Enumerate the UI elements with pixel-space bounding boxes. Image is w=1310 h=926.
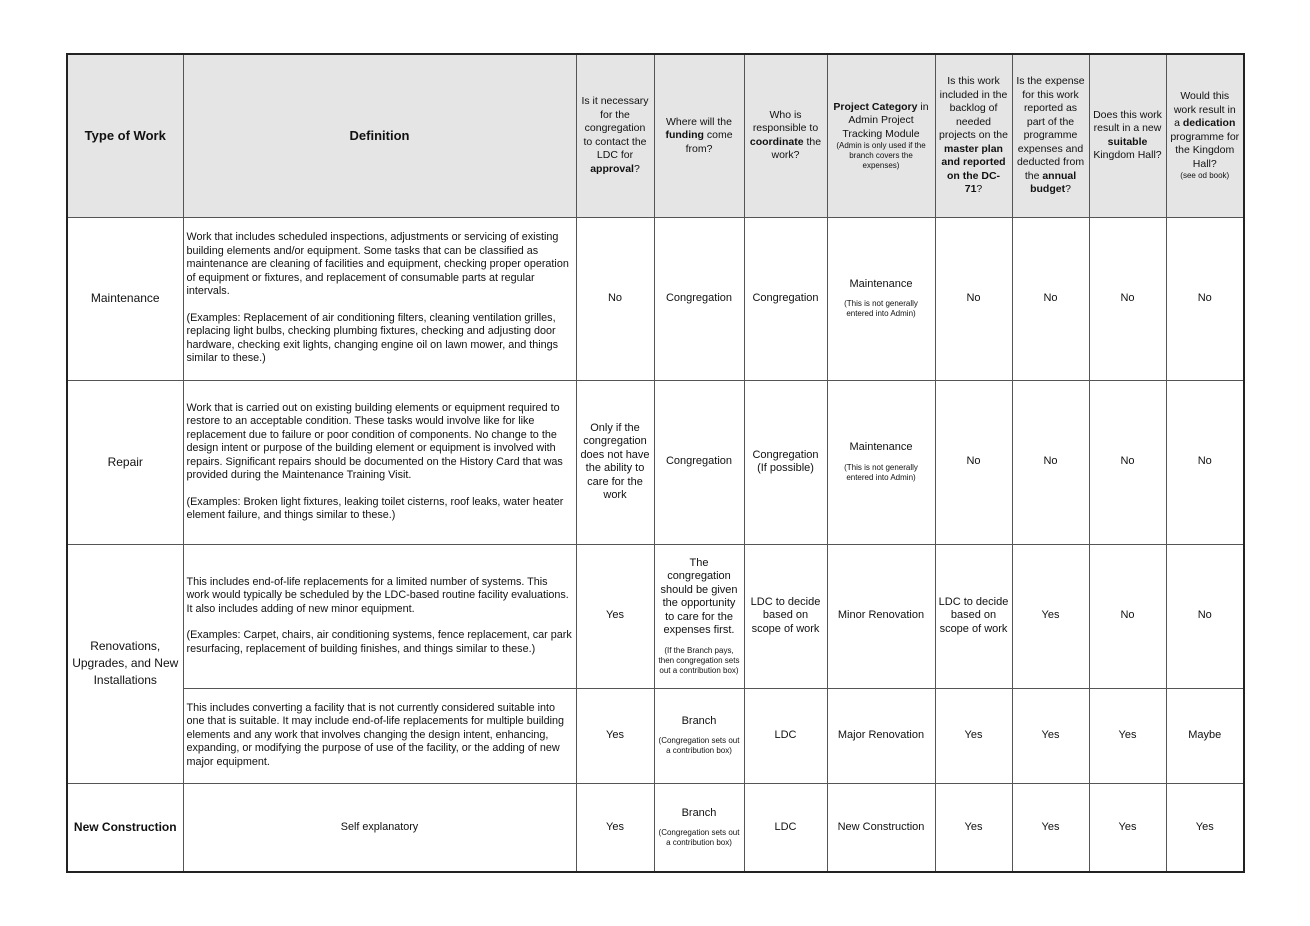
header-suitable: Does this work result in a new suitable Kingdom Hall?: [1089, 54, 1166, 217]
work-types-table: [66, 53, 1245, 873]
coordinate-cell: LDC: [744, 783, 827, 872]
approval-cell: Yes: [576, 783, 654, 872]
table-row-repair: [67, 380, 1244, 544]
expense-cell: Yes: [1012, 783, 1089, 872]
table-row-new-construction: [67, 783, 1244, 872]
coordinate-cell: LDC: [744, 688, 827, 783]
backlog-cell: Yes: [935, 688, 1012, 783]
expense-cell: No: [1012, 217, 1089, 380]
coordinate-cell: Congregation (If possible): [744, 380, 827, 544]
category-cell: New Construction: [827, 783, 935, 872]
dedication-cell: No: [1166, 380, 1244, 544]
dedication-cell: Yes: [1166, 783, 1244, 872]
approval-cell: No: [576, 217, 654, 380]
table-row-major-renovation: [67, 688, 1244, 783]
dedication-cell: No: [1166, 217, 1244, 380]
definition-cell: This includes converting a facility that is not currently considered suitable into one that is suitable. It may include end-of-life replacements for multiple building elements and any work that involves changing the design intent, enhancing, expanding, or modifying the purpose of use of the facility, or the adding of new major equipment.: [183, 688, 576, 783]
funding-cell: Branch (Congregation sets out a contribution box): [654, 783, 744, 872]
category-cell: Maintenance (This is not generally entered into Admin): [827, 217, 935, 380]
expense-cell: Yes: [1012, 544, 1089, 688]
header-dedication-note: (see od book): [1180, 171, 1230, 181]
backlog-cell: No: [935, 217, 1012, 380]
table-row-maintenance: [67, 217, 1244, 380]
header-project-category: Project Category in Admin Project Tracking Module (Admin is only used if the branch covers the expenses): [827, 54, 935, 217]
header-definition: Definition: [183, 54, 576, 217]
header-dedication: Would this work result in a dedication programme for the Kingdom Hall? (see od book): [1166, 54, 1244, 217]
dedication-cell: Maybe: [1166, 688, 1244, 783]
backlog-cell: No: [935, 380, 1012, 544]
approval-cell: Only if the congregation does not have the ability to care for the work: [576, 380, 654, 544]
category-cell: Minor Renovation: [827, 544, 935, 688]
coordinate-cell: LDC to decide based on scope of work: [744, 544, 827, 688]
type-cell: New Construction: [67, 783, 183, 872]
approval-cell: Yes: [576, 688, 654, 783]
header-coordinate: Who is responsible to coordinate the work?: [744, 54, 827, 217]
category-cell: Maintenance (This is not generally entered into Admin): [827, 380, 935, 544]
funding-cell: Congregation: [654, 380, 744, 544]
suitable-cell: No: [1089, 217, 1166, 380]
approval-cell: Yes: [576, 544, 654, 688]
expense-cell: Yes: [1012, 688, 1089, 783]
dedication-cell: No: [1166, 544, 1244, 688]
coordinate-cell: Congregation: [744, 217, 827, 380]
definition-cell: Work that is carried out on existing building elements or equipment required to restore to an acceptable condition. These tasks would involve like for like replacement due to failure or poor condition of components. No change to the design intent or purpose of the building element or equipment is involved with repairs. Significant repairs should be documented on the History Card that was provided during the Maintenance Training Visit. (Examples: Broken light fixtures, leaking toilet cisterns, roof leaks, water heater element failure, and things similar to these.): [183, 380, 576, 544]
header-funding: Where will the funding come from?: [654, 54, 744, 217]
suitable-cell: No: [1089, 544, 1166, 688]
header-row: [67, 54, 1244, 217]
funding-cell: Congregation: [654, 217, 744, 380]
header-type-of-work: Type of Work: [67, 54, 183, 217]
type-cell: Repair: [67, 380, 183, 544]
suitable-cell: Yes: [1089, 688, 1166, 783]
suitable-cell: Yes: [1089, 783, 1166, 872]
backlog-cell: LDC to decide based on scope of work: [935, 544, 1012, 688]
header-category-note: (Admin is only used if the branch covers the expenses): [836, 141, 926, 170]
header-backlog: Is this work included in the backlog of needed projects on the master plan and reported on the DC- 71?: [935, 54, 1012, 217]
definition-cell: Work that includes scheduled inspections, adjustments or servicing of existing building elements and/or equipment. Some tasks that can be classified as maintenance are cleaning of facilities and equipment, checking proper operation of equipment or fixtures, and replacement of consumable parts at regular intervals. (Examples: Replacement of air conditioning filters, cleaning ventilation grilles, replacing light bulbs, checking plumbing fixtures, checking and adjusting door hardware, checking exit lights, changing engine oil on lawn mower, and things similar to these.): [183, 217, 576, 380]
funding-cell: The congregation should be given the opportunity to care for the expenses first. (If the Branch pays, then congregation sets out a contribution box): [654, 544, 744, 688]
backlog-cell: Yes: [935, 783, 1012, 872]
type-cell: Renovations, Upgrades, and New Installations: [67, 544, 183, 783]
definition-cell: Self explanatory: [183, 783, 576, 872]
expense-cell: No: [1012, 380, 1089, 544]
table-row-minor-renovation: [67, 544, 1244, 688]
definition-cell: This includes end-of-life replacements for a limited number of systems. This work would typically be scheduled by the LDC-based routine facility evaluations. It also includes adding of new minor equipment. (Examples: Carpet, chairs, air conditioning systems, fence replacement, car park resurfacing, replacement of building finishes, and things similar to these.): [183, 544, 576, 688]
header-expense: Is the expense for this work reported as part of the programme expenses and deducted from the annual budget?: [1012, 54, 1089, 217]
funding-cell: Branch (Congregation sets out a contribution box): [654, 688, 744, 783]
header-approval: Is it necessary for the congregation to contact the LDC for approval?: [576, 54, 654, 217]
category-cell: Major Renovation: [827, 688, 935, 783]
suitable-cell: No: [1089, 380, 1166, 544]
type-cell: Maintenance: [67, 217, 183, 380]
